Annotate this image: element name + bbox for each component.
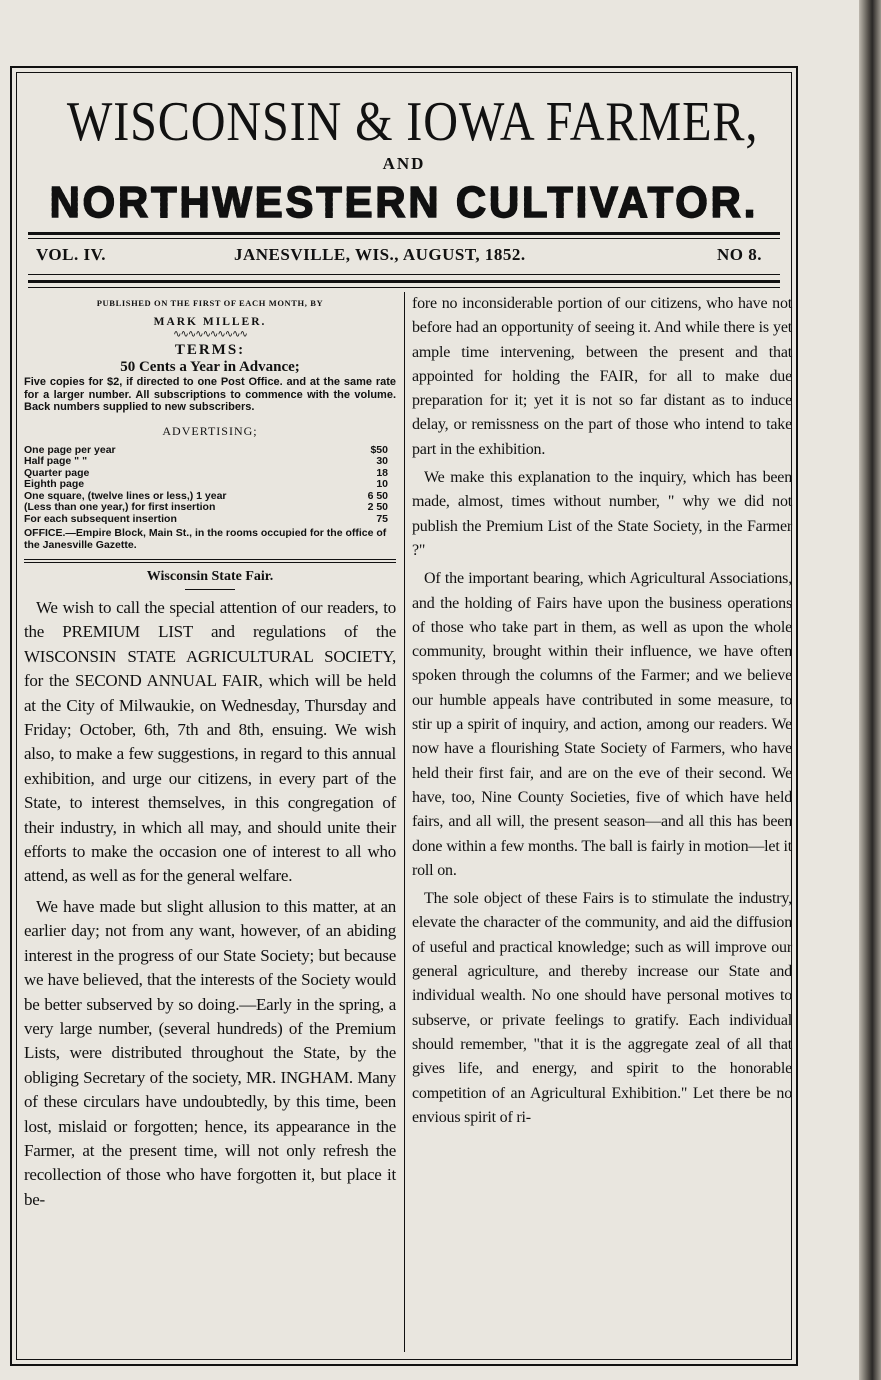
- place-date: JANESVILLE, WIS., AUGUST, 1852.: [234, 245, 526, 264]
- adv-label: One square, (twelve lines or less,) 1 year: [24, 489, 227, 502]
- article-paragraph: Of the important bearing, which Agricultural Associations, and the holding of Fairs have upon the business operations of those who take part in them, as well as upon the whole community, brought within their influence, we have often spoken through the columns of the Farmer; and we believe our humble appeals have contributed in some measure, to stir up a spirit of inquiry, and action, among our readers. We now have a flourishing State Society of Farmers, who have held their first fair, and are on the eve of their second. We have, too, Nine County Societies, five of which have held fairs, and all will, the present season—and all this has been done within a few months. The ball is fairly in motion—let it roll on.: [412, 570, 792, 879]
- adv-price: 30: [376, 455, 388, 467]
- left-column: [24, 294, 396, 1212]
- section-rule: [24, 559, 396, 560]
- terms-text: Five copies for $2, if directed to one Post Office. and at the same rate for a larger number. All subscriptions to commence with the volume. Back numbers supplied to new subscribers.: [24, 376, 396, 413]
- article-paragraph: We make this explanation to the inquiry, which has been made, almost, times without number, " why we did not publish the Premium List of the State Society, in the Farmer ?": [412, 469, 792, 559]
- newspaper-page: [10, 66, 798, 1366]
- article-heading: Wisconsin State Fair.: [146, 569, 274, 584]
- heading-underline: [185, 589, 235, 590]
- adv-label: For each subsequent insertion: [24, 512, 177, 525]
- volume-number: VOL. IV.: [36, 245, 106, 264]
- masthead-rule-thick: [28, 232, 780, 235]
- adv-price: 2 50: [367, 501, 388, 513]
- masthead-rule-thin: [28, 238, 780, 239]
- terms-heading: TERMS:: [174, 342, 246, 358]
- page-binding-edge: [859, 0, 881, 1380]
- advertising-heading: ADVERTISING;: [162, 423, 258, 438]
- publisher-line: PUBLISHED ON THE FIRST OF EACH MONTH, BY: [96, 298, 324, 308]
- masthead-subtitle: [12, 178, 796, 228]
- article-paragraph: We have made but slight allusion to this matter, at an earlier day; not from any want, however, of an abiding interest in the progress of our State Society; but because we have believed, that the interests of the Society would be better subserved by so doing.—Early in the spring, a very large number, (several hundreds) of the Premium Lists, were distributed throughout the State, by the obliging Secretary of the society, MR. INGHAM. Many of these circulars have undoubtedly, by this time, been lost, mislaid or forgotten; hence, its appearance in the Farmer, at the present time, will not only refresh the recollection of those who have forgotten it, but place it be-: [24, 896, 396, 1209]
- article-paragraph: The sole object of these Fairs is to stimulate the industry, elevate the character of the community, and aid the diffusion of useful and practical knowledge; such as will improve our general agriculture, and thereby increase our State and individual wealth. No one should have personal motives to subserve, or private feelings to gratify. Each individual should remember, "that it is the aggregate zeal of all that gives life, and energy, and spirit to the honorable competition of an Agricultural Exhibition." Let there be no envious spirit of ri-: [412, 890, 792, 1126]
- masthead-subtitle-text: NORTHWESTERN CULTIVATOR.: [49, 178, 759, 227]
- dateline-rule-top: [28, 274, 780, 275]
- article-right-body: [412, 292, 792, 1130]
- adv-label: Eighth page: [24, 478, 85, 490]
- column-divider: [404, 292, 405, 1352]
- right-column: [412, 292, 792, 1130]
- adv-label: (Less than one year,) for first insertion: [24, 501, 216, 513]
- advertising-rates: [24, 445, 396, 526]
- section-rule-second: [24, 562, 396, 563]
- ornament-wave: ∿∿∿∿∿∿∿∿∿∿: [173, 329, 247, 340]
- masthead-title: WISCONSIN & IOWA FARMER,: [66, 91, 759, 153]
- adv-price: 6 50: [367, 489, 388, 502]
- masthead-and: AND: [382, 154, 426, 173]
- adv-price: 75: [376, 512, 388, 525]
- terms-price: 50 Cents a Year in Advance;: [120, 359, 300, 375]
- adv-label: One page per year: [24, 443, 116, 456]
- adv-price: 10: [376, 478, 388, 490]
- adv-price: $50: [370, 443, 388, 456]
- advertising-row: [24, 514, 396, 526]
- article-paragraph: fore no inconsiderable portion of our citizens, who have not before had an opportunity of seeing it. And while there is yet ample time intervening, between the present and that appointed for holding the FAIR, for all to make due preparation for it; yet it is not so far distant as to induce delay, or remissness on the part of those who intend to take part in the exhibition.: [412, 295, 792, 458]
- adv-label: Quarter page: [24, 466, 90, 479]
- office-address: OFFICE.—Empire Block, Main St., in the rooms occupied for the office of the Janesville Gazette.: [24, 527, 387, 551]
- editor-name: MARK MILLER.: [153, 316, 267, 328]
- issue-number: NO 8.: [717, 245, 762, 264]
- dateline-rule-bottom: [28, 287, 780, 288]
- dateline-rule-thick: [28, 280, 780, 283]
- article-left-body: [24, 596, 396, 1212]
- adv-label: Half page " ": [24, 455, 88, 467]
- adv-price: 18: [376, 466, 388, 479]
- dateline: [34, 245, 774, 269]
- article-paragraph: We wish to call the special attention of our readers, to the PREMIUM LIST and regulations of the WISCONSIN STATE AGRICULTURAL SOCIETY, for the SECOND ANNUAL FAIR, which will be held at the City of Milwaukie, on Wednesday, Thursday and Friday; October, 6th, 7th and 8th, ensuing. We wish also, to make a few suggestions, in regard to this annual exhibition, and urge our citizens, in every part of the State, to interest themselves, in this congregation of their industry, in which all may, and should unite their efforts to make the occasion one of interest to all who attend, as well as for the general welfare.: [24, 598, 396, 886]
